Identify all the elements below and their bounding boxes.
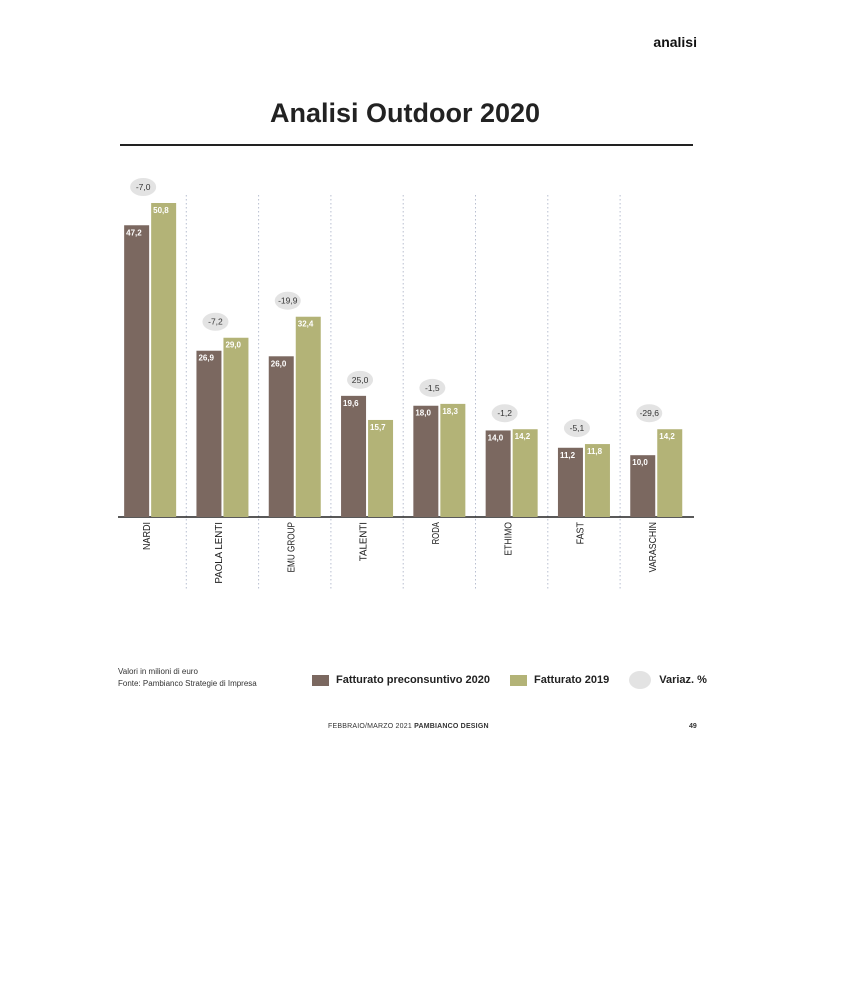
bar-2020-emu-group [269, 356, 294, 517]
bar-2019-nardi [151, 203, 176, 517]
data-label-2019: 15,7 [370, 422, 386, 432]
bar-2019-varaschin [657, 429, 682, 517]
legend-swatch-2019 [510, 675, 527, 686]
legend-label-2020: Fatturato preconsuntivo 2020 [336, 674, 491, 686]
data-label-2019: 11,8 [586, 447, 603, 457]
legend-swatch-2020 [312, 675, 329, 686]
chart-legend [312, 671, 727, 689]
variation-label: -1,2 [497, 408, 512, 419]
bar-2020-talenti [341, 396, 366, 517]
category-label: TALENTI [358, 520, 370, 562]
bar-2020-paola-lenti [196, 351, 221, 517]
data-label-2019: 14,2 [514, 432, 531, 442]
bar-2019-paola-lenti [223, 338, 248, 517]
data-label-2019: 32,4 [297, 319, 314, 329]
bar-2019-emu-group [296, 317, 321, 517]
data-label-2020: 14,0 [487, 433, 504, 443]
data-label-2019: 14,2 [659, 432, 675, 442]
data-label-2020: 47,2 [126, 228, 142, 238]
data-label-2019: 18,3 [442, 406, 458, 416]
variation-label: -1,5 [425, 382, 440, 393]
legend-label-variation: Variaz. % [659, 674, 707, 686]
data-label-2020: 11,2 [559, 450, 576, 460]
category-label: VARASCHIN [647, 514, 659, 573]
section-tag: analisi [653, 34, 697, 50]
bar-2020-roda [413, 406, 438, 517]
category-label: FAST [575, 519, 587, 545]
data-label-2020: 26,0 [270, 359, 287, 369]
footer-issue: FEBBRAIO/MARZO 2021 [328, 723, 412, 730]
data-label-2020: 26,9 [198, 353, 215, 363]
category-label: RODA [430, 515, 442, 545]
bar-2019-ethimo [513, 429, 538, 517]
legend-circle-variation [629, 671, 651, 689]
variation-label: -7,0 [135, 182, 151, 192]
page-title: Analisi Outdoor 2020 [269, 98, 541, 128]
variation-label: -5,1 [569, 423, 585, 434]
category-label: NARDI [141, 518, 153, 550]
page-number: 49 [689, 723, 697, 730]
data-label-2020: 19,6 [343, 398, 359, 408]
variation-label: -29,6 [639, 408, 659, 419]
bar-2020-nardi [124, 225, 149, 517]
data-label-2020: 10,0 [632, 458, 648, 468]
legend-item-2020 [312, 674, 490, 686]
data-label-2019: 50,8 [153, 206, 169, 215]
footer-magazine: PAMBIANCO DESIGN [414, 723, 489, 730]
chart-notes [118, 666, 257, 690]
category-label: ETHIMO [503, 516, 515, 556]
units-note: Valori in milioni di euro [118, 667, 198, 676]
legend-item-2019 [510, 674, 609, 686]
category-label: PAOLA LENTI [214, 520, 226, 584]
bar-2020-ethimo [486, 430, 511, 517]
variation-label: -19,9 [278, 295, 298, 306]
bar-2019-talenti [368, 420, 393, 517]
variation-label: 25,0 [351, 374, 369, 385]
data-label-2019: 29,0 [225, 340, 242, 350]
source-note: Fonte: Pambianco Strategie di Impresa [118, 679, 257, 688]
page-footer [328, 723, 489, 730]
bar-2019-roda [440, 404, 465, 517]
variation-label: -7,2 [208, 316, 223, 327]
data-label-2020: 18,0 [415, 408, 431, 418]
legend-label-2019: Fatturato 2019 [534, 674, 610, 686]
legend-item-variation [629, 671, 707, 689]
category-label: EMU GROUP [286, 510, 298, 573]
